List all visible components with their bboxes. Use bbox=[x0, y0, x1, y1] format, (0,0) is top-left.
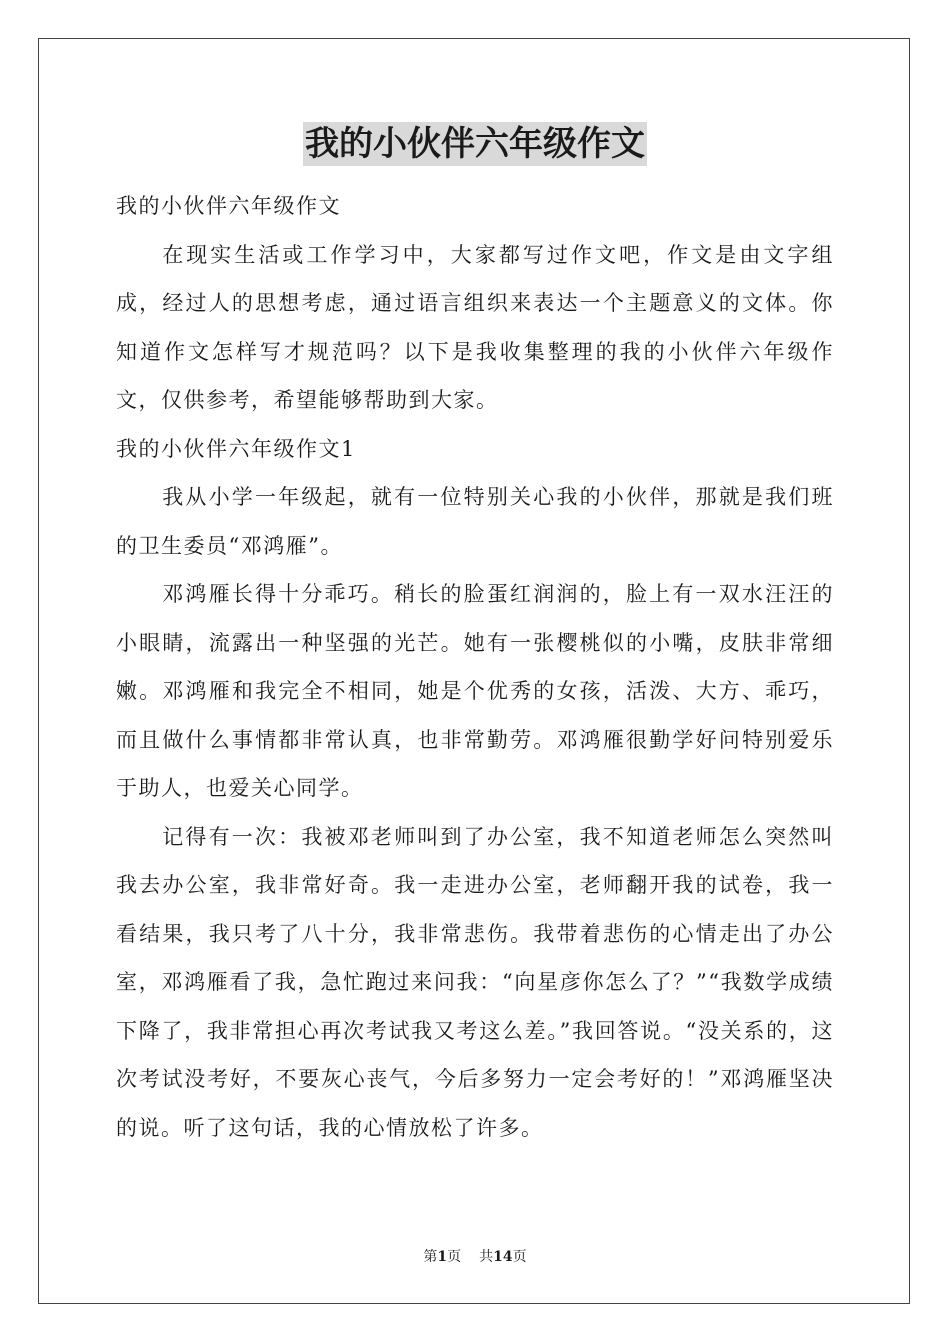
page-prefix: 第 bbox=[423, 1249, 438, 1265]
section-heading-intro: 我的小伙伴六年级作文 bbox=[116, 194, 341, 218]
title-wrap bbox=[116, 122, 834, 166]
total-prefix: 共 bbox=[479, 1249, 494, 1265]
total-pages: 14 bbox=[493, 1249, 513, 1265]
section-heading-essay-1: 我的小伙伴六年级作文1 bbox=[116, 436, 356, 461]
paragraph-intro: 在现实生活或工作学习中，大家都写过作文吧，作文是由文字组成，经过人的思想考虑，通过语言组织来表达一个主题意义的文体。你知道作文怎样写才规范吗？以下是我收集整理的我的小伙伴六年级作文，仅供参考，希望能够帮助到大家。 bbox=[116, 242, 834, 412]
document-title: 我的小伙伴六年级作文 bbox=[305, 124, 645, 164]
paragraph-3: 记得有一次：我被邓老师叫到了办公室，我不知道老师怎么突然叫我去办公室，我非常好奇。我一走进办公室，老师翻开我的试卷，我一看结果，我只考了八十分，我非常悲伤。我带着悲伤的心情走出了办公室，邓鸿雁看了我，急忙跑过来问我：“向星彦你怎么了？”“我数学成绩下降了，我非常担心再次考试我又考这么差。”我回答说。“没关系的，这次考试没考好，不要灰心丧气，今后多努力一定会考好的！”邓鸿雁坚决的说。听了这句话，我的心情放松了许多。 bbox=[116, 824, 834, 1140]
page-number: 1 bbox=[437, 1249, 448, 1265]
total-suffix: 页 bbox=[512, 1249, 527, 1265]
paragraph-1: 我从小学一年级起，就有一位特别关心我的小伙伴，那就是我们班的卫生委员“邓鸿雁”。 bbox=[116, 485, 834, 558]
page-footer bbox=[0, 1247, 950, 1267]
page-suffix: 页 bbox=[447, 1249, 462, 1265]
document-body bbox=[116, 122, 834, 1152]
paragraph-2: 邓鸿雁长得十分乖巧。稍长的脸蛋红润润的，脸上有一双水汪汪的小眼睛，流露出一种坚强的光芒。她有一张樱桃似的小嘴，皮肤非常细嫩。邓鸿雁和我完全不相同，她是个优秀的女孩，活泼、大方、乖巧，而且做什么事情都非常认真，也非常勤劳。邓鸿雁很勤学好问特别爱乐于助人，也爱关心同学。 bbox=[116, 582, 834, 800]
